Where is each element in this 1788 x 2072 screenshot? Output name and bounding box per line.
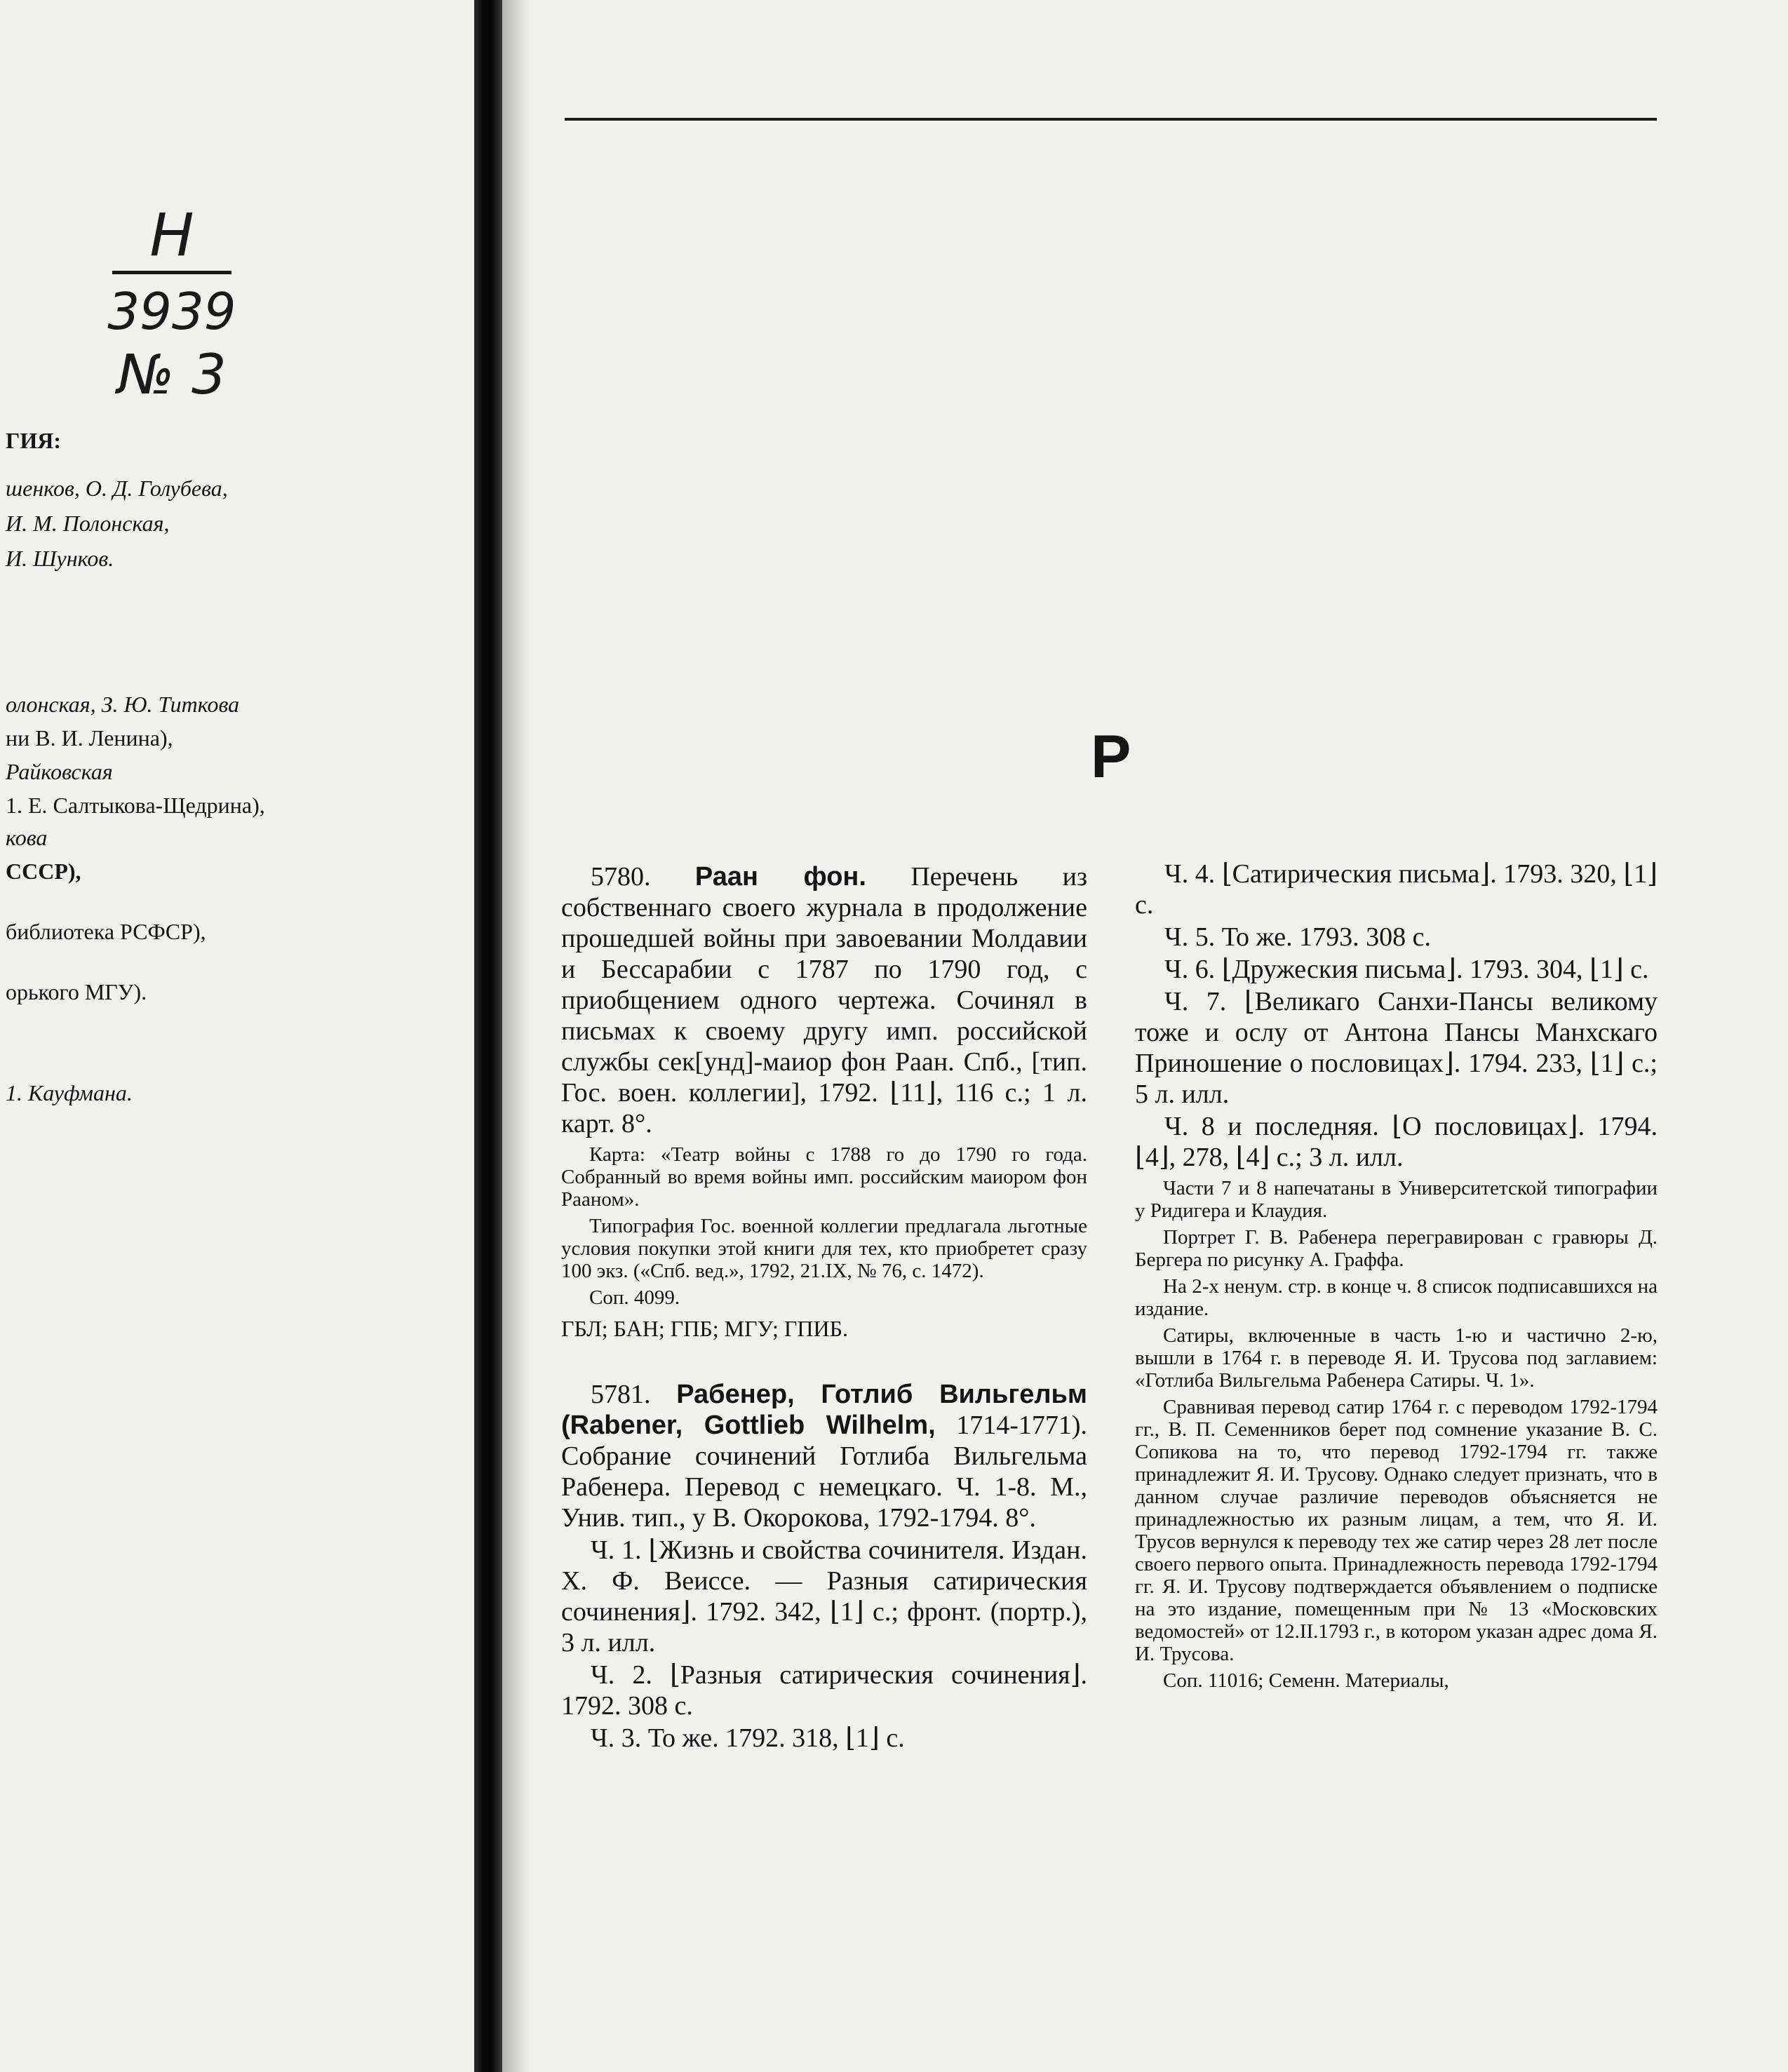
entry-note: Портрет Г. В. Рабенера перегравирован с гравюры Д. Бергера по рисунку А. Граффа. <box>1135 1226 1658 1271</box>
entry-note: Сравнивая перевод сатир 1764 г. с переводом 1792-1794 гг., В. П. Семенников берет под сомнение указание В. С. Сопикова на то, что перевод 1792-1794 гг. также принадлежит Я. И. Трусову. Однако следует признать, что в данном случае различие переводов объясняется не принадлежностью их разным лицам, а тем, что Я. И. Трусов вернулся к переводу тех же сатир через 28 лет после своего первого опыта. Принадлежность перевода 1792-1794 гг. Я. И. Трусову подтверждается объявлением о подписке на это издание, помещенным при № 13 «Московских ведомостей» от 12.II.1793 г., в котором указан адрес дома Я. И. Трусова. <box>1135 1396 1658 1665</box>
facing-page-line: ГИЯ: <box>6 428 62 453</box>
facing-page-line: СССР), <box>6 859 81 884</box>
entry-note: На 2-х ненум. стр. в конце ч. 8 список подписавшихся на издание. <box>1135 1275 1658 1320</box>
facing-page-line: шенков, О. Д. Голубева, <box>6 476 228 501</box>
entry-number: 5780. <box>591 862 651 892</box>
shelfmark-number: 3939 <box>107 282 236 341</box>
gutter-shadow <box>502 0 530 2072</box>
entry-description: 1714-1771). Собрание сочинений Готлиба Вильгельма Рабенера. Перевод с немецкаго. Ч. 1-8. М., Унив. тип., у В. Окорокова, 1792-1794. 8°. <box>561 1411 1087 1533</box>
entry-part: Ч. 4. ⌊Сатирическия письма⌋. 1793. 320, ⌊1⌋ с. <box>1135 859 1658 920</box>
facing-page-line: библиотека РСФСР), <box>6 919 206 944</box>
facing-page-line: И. Шунков. <box>6 546 114 571</box>
entry-author: Раан фон. <box>694 862 866 892</box>
handwritten-shelfmark <box>105 203 238 409</box>
facing-page-line: ни В. И. Ленина), <box>6 725 173 751</box>
entry-part: Ч. 1. ⌊Жизнь и свойства сочинителя. Издан. Х. Ф. Веиссе. — Разныя сатирическия сочинения⌋. 1792. 342, ⌊1⌋ с.; фронт. (портр.), 3 л. илл. <box>561 1535 1087 1657</box>
entry-5781 <box>561 1379 1087 1533</box>
entry-holdings: ГБЛ; БАН; ГПБ; МГУ; ГПИБ. <box>561 1316 848 1341</box>
entry-part: Ч. 6. ⌊Дружеския письма⌋. 1793. 304, ⌊1⌋ с. <box>1164 955 1649 984</box>
section-letter: Р <box>1091 723 1131 791</box>
entry-note: Части 7 и 8 напечатаны в Университетской типографии у Ридигера и Клаудия. <box>1135 1177 1658 1222</box>
entry-note: Соп. 4099. <box>589 1286 680 1309</box>
entry-description: Перечень из собственнаго своего журнала в продолжение прошедшей войны при завоевании Молдавии и Бессарабии с 1787 по 1790 год, с приобщением одного чертежа. Сочинял в письмах к своему другу имп. российской службы сек[унд]-маиор фон Раан. Спб., [тип. Гос. воен. коллегии], 1792. ⌊11⌋, 116 с.; 1 л. карт. 8°. <box>561 862 1087 1138</box>
facing-page-line: олонская, З. Ю. Титкова <box>6 692 240 717</box>
entry-part: Ч. 2. ⌊Разныя сатирическия сочинения⌋. 1792. 308 с. <box>561 1660 1087 1721</box>
shelfmark-volume: № 3 <box>117 344 227 407</box>
entry-part: Ч. 8 и последняя. ⌊О пословицах⌋. 1794. ⌊4⌋, 278, ⌊4⌋ с.; 3 л. илл. <box>1135 1112 1658 1172</box>
facing-page-line: орького МГУ). <box>6 979 147 1004</box>
facing-page-line: И. М. Полонская, <box>6 511 170 536</box>
entry-note: Карта: «Театр войны с 1788 го до 1790 го года. Собранный во время войны имп. российским маиором фон Рааном». <box>561 1143 1087 1211</box>
facing-page-line: Райковская <box>6 759 113 784</box>
entry-note: Сатиры, включенные в часть 1-ю и частично 2-ю, вышли в 1764 г. в переводе Я. И. Трусова под заглавием: «Готлиба Вильгельма Рабенера Сатиры. Ч. 1». <box>1135 1324 1658 1392</box>
entry-author: Рабенер, Готлиб Вильгельм (Rabener, Gottlieb Wilhelm, <box>561 1380 1087 1440</box>
entry-number: 5781. <box>591 1380 651 1409</box>
header-rule <box>565 118 1657 121</box>
binding-gutter <box>474 0 502 2072</box>
entry-5780 <box>561 861 1087 1139</box>
entry-note: Типография Гос. военной коллегии предлагала льготные условия покупки этой книги для тех, кто приобретет сразу 100 экз. («Спб. вед.», 1792, 21.IX, № 76, с. 1472). <box>561 1215 1087 1282</box>
left-column <box>561 861 1087 1754</box>
facing-page-line: 1. Е. Салтыкова-Щедрина), <box>6 793 265 818</box>
shelfmark-rule <box>112 271 231 274</box>
entry-part: Ч. 3. То же. 1792. 318, ⌊1⌋ с. <box>591 1723 905 1753</box>
entry-part: Ч. 5. То же. 1793. 308 с. <box>1164 922 1432 952</box>
entry-part: Ч. 7. ⌊Великаго Санхи-Пансы великому тоже и ослу от Антона Пансы Манхскаго Приношение о пословицах⌋. 1794. 233, ⌊1⌋ с.; 5 л. илл. <box>1135 987 1658 1109</box>
entry-spacer <box>561 1343 1087 1379</box>
facing-page-line: 1. Кауфмана. <box>6 1080 133 1105</box>
shelfmark-letter: Н <box>149 201 194 269</box>
entry-note: Соп. 11016; Семенн. Материалы, <box>1163 1669 1449 1692</box>
facing-page-line: кова <box>6 825 48 850</box>
facing-page-fragment <box>0 0 484 2072</box>
right-column <box>1135 857 1658 1692</box>
